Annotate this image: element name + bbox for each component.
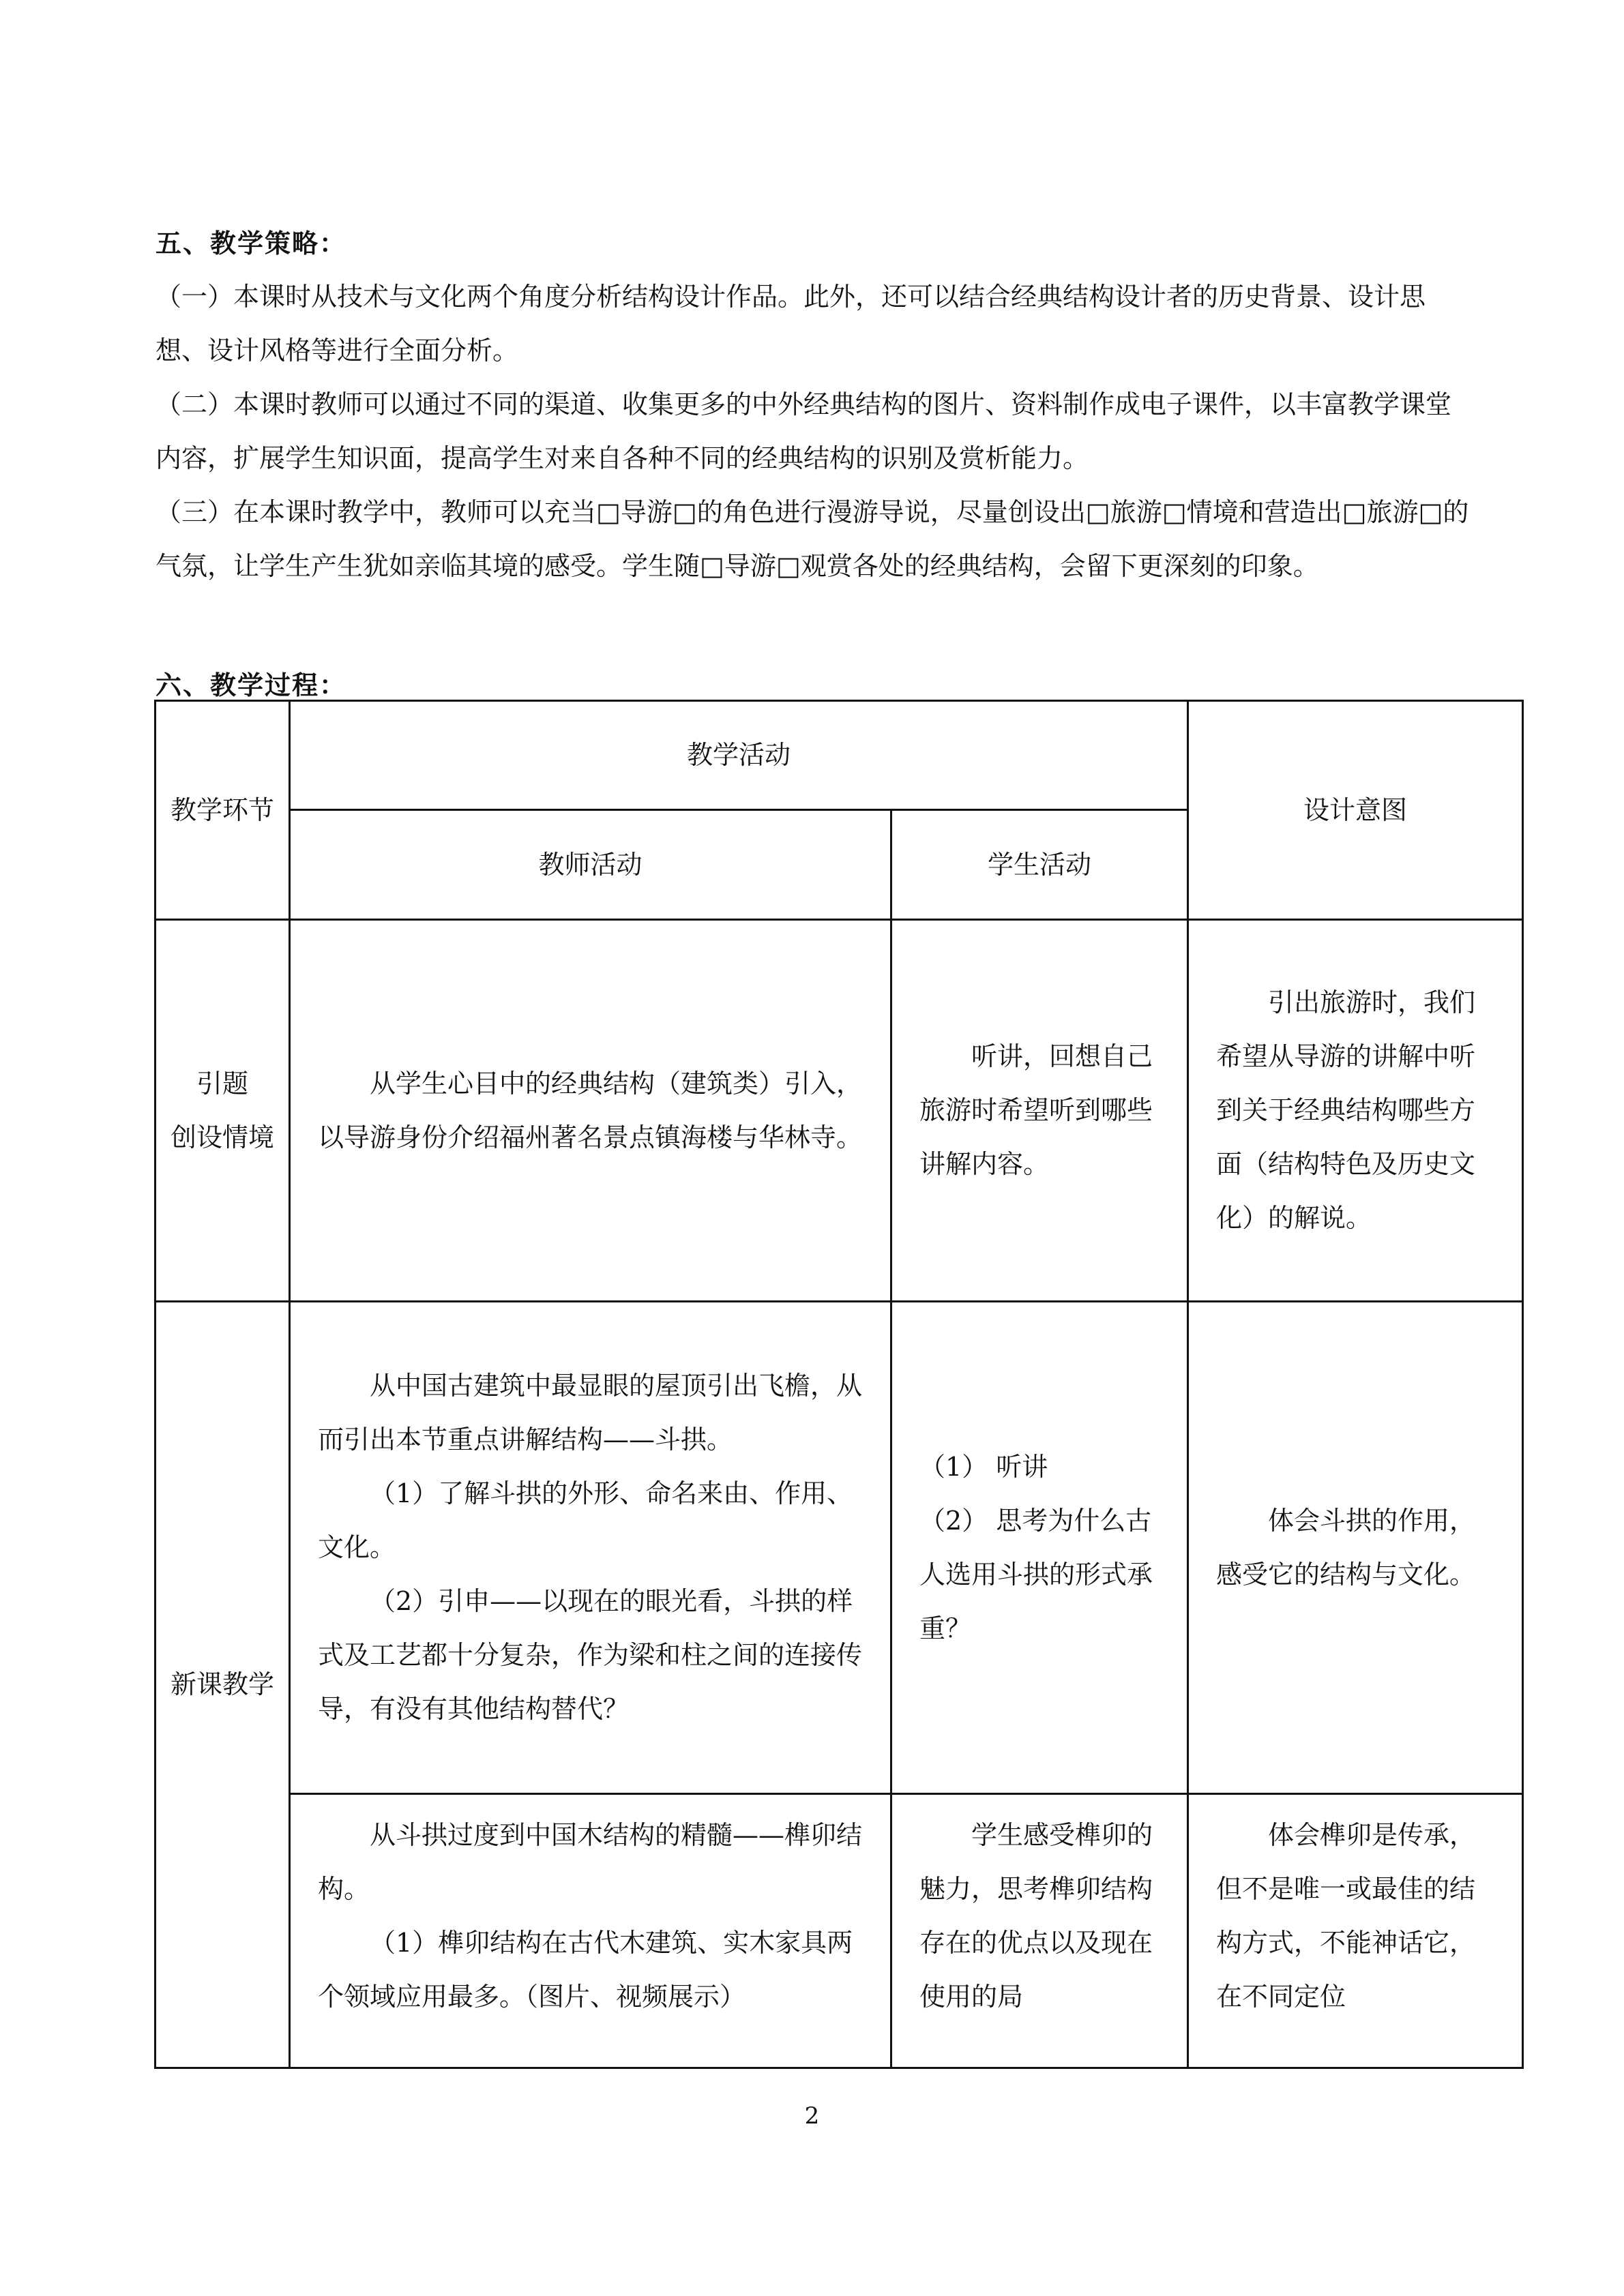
section5-heading: 五、教学策略： xyxy=(156,228,347,258)
student-text: （2） 思考为什么古人选用斗拱的形式承重？ xyxy=(919,1505,1153,1643)
header-stage: 教学环节 xyxy=(156,701,290,920)
header-student: 学生活动 xyxy=(891,810,1188,920)
teacher-activity-cell xyxy=(290,1794,891,2068)
teacher-text: 从学生心目中的经典结构（建筑类）引入，以导游身份介绍福州著名景点镇海楼与华林寺。 xyxy=(318,1068,863,1152)
intent-cell xyxy=(1188,1302,1523,1794)
strategy-paragraph-1: （一）本课时从技术与文化两个角度分析结构设计作品。此外，还可以结合经典结构设计者的历史背景、设计思想、设计风格等进行全面分析。 xyxy=(156,282,1426,366)
student-activity-cell xyxy=(891,1302,1188,1794)
teacher-text: 从中国古建筑中最显眼的屋顶引出飞檐，从而引出本节重点讲解结构——斗拱。 xyxy=(318,1371,863,1455)
teacher-text: （1）了解斗拱的外形、命名来由、作用、文化。 xyxy=(318,1478,853,1562)
strategy-paragraph-2: （二）本课时教师可以通过不同的渠道、收集更多的中外经典结构的图片、资料制作成电子课件，以丰富教学课堂内容，扩展学生知识面，提高学生对来自各种不同的经典结构的识别及赏析能力。 xyxy=(156,389,1452,473)
section5-body xyxy=(156,270,1472,593)
student-activity-cell xyxy=(891,1794,1188,2068)
section6-heading: 六、教学过程： xyxy=(156,670,347,700)
header-activities: 教学活动 xyxy=(290,701,1188,810)
page-number: 2 xyxy=(804,2102,820,2130)
stage-cell: 新课教学 xyxy=(156,1302,290,2068)
student-text: 学生感受榫卯的魅力，思考榫卯结构存在的优点以及现在使用的局 xyxy=(919,1820,1153,2012)
student-activity-cell xyxy=(891,920,1188,1302)
header-intent: 设计意图 xyxy=(1188,701,1523,920)
intent-cell xyxy=(1188,1794,1523,2068)
stage-line: 创设情境 xyxy=(170,1122,274,1152)
table-row xyxy=(156,1302,1523,1794)
teacher-text: （1）榫卯结构在古代木建筑、实木家具两个领域应用最多。（图片、视频展示） xyxy=(318,1928,853,2012)
teacher-text: 从斗拱过度到中国木结构的精髓——榫卯结构。 xyxy=(318,1820,863,1904)
header-teacher: 教师活动 xyxy=(290,810,891,920)
intent-text: 体会榫卯是传承，但不是唯一或最佳的结构方式，不能神话它，在不同定位 xyxy=(1216,1820,1476,2012)
strategy-paragraph-3: （三）在本课时教学中，教师可以充当□导游□的角色进行漫游导说，尽量创设出□旅游□情境和营造出□旅游□的气氛，让学生产生犹如亲临其境的感受。学生随□导游□观赏各处的经典结构，会留下更深刻的印象。 xyxy=(156,497,1469,581)
teacher-activity-cell xyxy=(290,1302,891,1794)
table-row xyxy=(156,920,1523,1302)
teacher-activity-cell xyxy=(290,920,891,1302)
intent-text: 体会斗拱的作用，感受它的结构与文化。 xyxy=(1216,1505,1476,1590)
stage-cell xyxy=(156,920,290,1302)
intent-text: 引出旅游时，我们希望从导游的讲解中听到关于经典结构哪些方面（结构特色及历史文化）的解说。 xyxy=(1216,987,1476,1233)
intent-cell xyxy=(1188,920,1523,1302)
stage-line: 引题 xyxy=(196,1068,248,1099)
teacher-text: （2）引申——以现在的眼光看，斗拱的样式及工艺都十分复杂，作为梁和柱之间的连接传导，有没有其他结构替代？ xyxy=(318,1586,863,1724)
teaching-process-table xyxy=(154,700,1524,2069)
student-text: （1） 听讲 xyxy=(919,1451,1048,1482)
table-row xyxy=(156,1794,1523,2068)
student-text: 听讲，回想自己旅游时希望听到哪些讲解内容。 xyxy=(919,1041,1153,1179)
